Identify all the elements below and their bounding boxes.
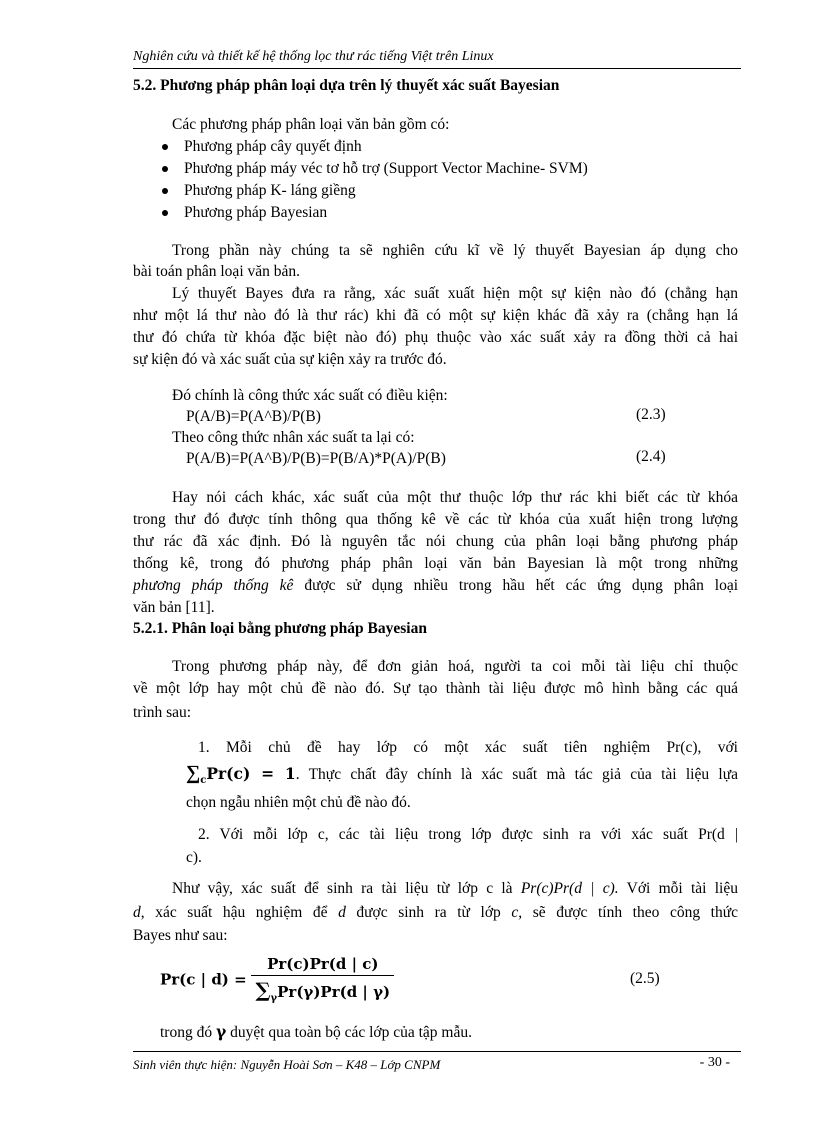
paragraph-line: sự kiện đó và xác suất của sự kiện xảy ra trước đó. — [133, 351, 447, 368]
fraction: $\frac{Pr(c)Pr(d | c)}{\sum_\gamma Pr(\gamma)Pr(d | \gamma)}$ — [251, 955, 394, 1004]
paragraph-line: trình sau: — [133, 704, 192, 721]
intro-lead: Các phương pháp phân loại văn bản gồm có: — [172, 116, 450, 133]
list-step-1-cont: chọn ngẫu nhiên một chủ đề nào đó. — [186, 794, 411, 811]
bayes-equation: Pr(c | d) = $\frac{Pr(c)Pr(d | c)}{\sum_\gamma Pr(\gamma)Pr(d | \gamma)}$ — [160, 955, 394, 1004]
paragraph-line: thống kê, trong đó phương pháp phân loại văn bản Bayesian là một trong những — [133, 555, 738, 572]
italic-term: phương pháp thống kê — [133, 577, 294, 594]
page-number: - 30 - — [699, 1055, 730, 1070]
closing-line: trong đó γ duyệt qua toàn bộ các lớp của tập mẫu. — [160, 1022, 472, 1041]
paragraph-line: d, xác suất hậu nghiệm để d được sinh ra từ lớp c, sẽ được tính theo công thức — [133, 904, 738, 921]
subsection-heading: 5.2.1. Phân loại bằng phương pháp Bayesian — [133, 620, 427, 637]
paragraph-line: thư rác đã xác định. Đó là nguyên tắc nói chung của phân loại bằng phương pháp — [133, 533, 738, 550]
paragraph-line: phương pháp thống kê được sử dụng nhiều trong hầu hết các ứng dụng phân loại — [133, 577, 739, 594]
paragraph-line: Trong phần này chúng ta sẽ nghiên cứu kĩ về lý thuyết Bayesian áp dụng cho — [172, 242, 738, 259]
formula: P(A/B)=P(A^B)/P(B)=P(B/A)*P(A)/P(B) — [186, 450, 446, 467]
bullet-icon — [162, 188, 168, 194]
paragraph-line: bài toán phân loại văn bản. — [133, 263, 301, 280]
list-step-1-cont: $\sum_cPr(c) = 1$. Thực chất đây chính là xác suất mà tác giả của tài liệu lựa — [186, 762, 738, 787]
paragraph-line: Trong phương pháp này, để đơn giản hoá, người ta coi mỗi tài liệu chỉ thuộc — [172, 658, 738, 675]
bullet-item: Phương pháp K- láng giềng — [184, 182, 356, 199]
bullet-icon — [162, 166, 168, 172]
paragraph-line: văn bản [11]. — [133, 599, 215, 616]
bullet-item: Phương pháp Bayesian — [184, 204, 328, 221]
formula: P(A/B)=P(A^B)/P(B) — [186, 408, 321, 425]
equation-number: (2.3) — [636, 406, 666, 423]
bullet-icon — [162, 210, 168, 216]
running-header: Nghiên cứu và thiết kế hệ thống lọc thư rác tiếng Việt trên Linux — [133, 49, 494, 64]
equation-number: (2.5) — [630, 970, 660, 987]
bullet-item: Phương pháp cây quyết định — [184, 138, 362, 155]
section-heading: 5.2. Phương pháp phân loại dựa trên lý thuyết xác suất Bayesian — [133, 77, 560, 94]
paragraph-line: trong thư đó được tính thông qua thống kê về các từ khóa của xuất hiện trong lượng — [133, 511, 738, 528]
sum-formula: Pr(c) = 1 — [206, 764, 296, 783]
paragraph-line: thư đó chứa từ khóa đặc biệt nào đó) phụ thuộc vào xác suất xảy ra đồng thời cả hai — [133, 329, 738, 346]
list-step-2-cont: c). — [186, 849, 202, 866]
header-rule — [133, 68, 741, 69]
paragraph-line: Hay nói cách khác, xác suất của một thư thuộc lớp thư rác khi biết các từ khóa — [172, 489, 738, 506]
paragraph-line: về một lớp hay một chủ đề nào đó. Sự tạo thành tài liệu được mô hình bằng các quá — [133, 680, 738, 697]
footer-rule — [133, 1051, 741, 1052]
paragraph-line: như một lá thư nào đó là thư rác) khi đã có một sự kiện khác đã xảy ra (chẳng hạn lá — [133, 307, 738, 324]
list-step-1: 1. Mỗi chủ đề hay lớp có một xác suất tiên nghiệm Pr(c), với — [198, 739, 738, 756]
list-step-2: 2. Với mỗi lớp c, các tài liệu trong lớp được sinh ra với xác suất Pr(d | — [198, 826, 738, 843]
formula-lead: Theo công thức nhân xác suất ta lại có: — [172, 429, 415, 446]
bullet-icon — [162, 144, 168, 150]
equation-number: (2.4) — [636, 448, 666, 465]
paragraph-line: Như vậy, xác suất để sinh ra tài liệu từ lớp c là Pr(c)Pr(d | c). Với mỗi tài liệu — [172, 880, 738, 897]
paragraph-line: Lý thuyết Bayes đưa ra rằng, xác suất xuất hiện một sự kiện nào đó (chẳng hạn — [172, 285, 738, 302]
bullet-item: Phương pháp máy véc tơ hỗ trợ (Support Vector Machine- SVM) — [184, 160, 588, 177]
paragraph-line: Bayes như sau: — [133, 927, 228, 944]
footer-author: Sinh viên thực hiện: Nguyễn Hoài Sơn – K48 – Lớp CNPM — [133, 1057, 441, 1072]
formula-lead: Đó chính là công thức xác suất có điều kiện: — [172, 387, 448, 404]
